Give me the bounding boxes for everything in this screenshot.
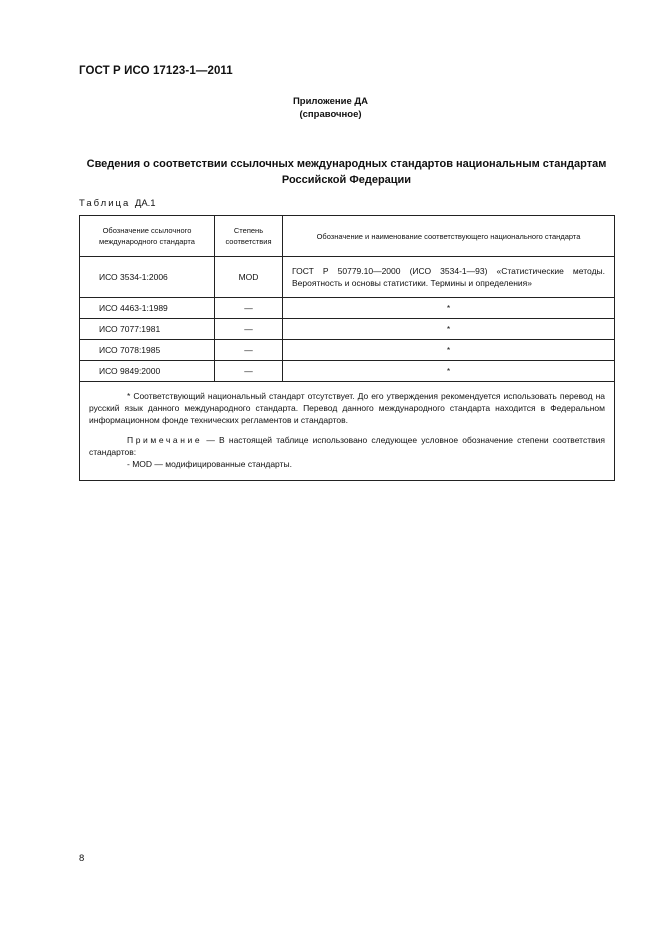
cell-national: * bbox=[283, 319, 615, 340]
cell-reference: ИСО 7077:1981 bbox=[80, 319, 215, 340]
section-heading-line-2: Российской Федерации bbox=[281, 174, 412, 186]
table-notes-row bbox=[80, 382, 615, 481]
correspondence-table bbox=[79, 215, 615, 481]
cell-degree: — bbox=[215, 319, 283, 340]
column-header-degree: Степень соответствия bbox=[215, 216, 283, 257]
cell-degree: — bbox=[215, 340, 283, 361]
table-caption bbox=[79, 198, 156, 209]
column-header-national: Обозначение и наименование соответствующего национального стандарта bbox=[283, 216, 615, 257]
table-caption-number: ДА.1 bbox=[134, 198, 156, 209]
cell-national: * bbox=[283, 298, 615, 319]
section-heading-line-1: Сведения о соответствии ссылочных международных стандартов национальным стандартам bbox=[86, 158, 607, 170]
cell-degree: MOD bbox=[215, 257, 283, 298]
section-heading bbox=[79, 156, 614, 188]
cell-degree: — bbox=[215, 361, 283, 382]
appendix-kind: (справочное) bbox=[299, 109, 362, 120]
cell-reference: ИСО 7078:1985 bbox=[80, 340, 215, 361]
column-header-reference: Обозначение ссылочного международного стандарта bbox=[80, 216, 215, 257]
cell-national: * bbox=[283, 340, 615, 361]
footnote-text: * Соответствующий национальный стандарт отсутствует. До его утверждения рекомендуется использовать перевод на русский язык данного международного стандарта. Перевод данного международного стандарта находится в Федеральном информационном фонде технических регламентов и стандартов. bbox=[89, 391, 605, 425]
table-notes bbox=[80, 382, 615, 481]
cell-reference: ИСО 4463-1:1989 bbox=[80, 298, 215, 319]
cell-degree: — bbox=[215, 298, 283, 319]
cell-national: ГОСТ Р 50779.10—2000 (ИСО 3534-1—93) «Статистические методы. Вероятность и основы статистики. Термины и определения» bbox=[283, 257, 615, 298]
page-number: 8 bbox=[79, 853, 85, 864]
cell-reference: ИСО 3534-1:2006 bbox=[80, 257, 215, 298]
appendix-title: Приложение ДА bbox=[292, 96, 369, 107]
note-text: — В настоящей таблице использовано следующее условное обозначение степени соответствия стандартов: bbox=[89, 435, 605, 457]
table-row bbox=[80, 298, 615, 319]
mod-definition: - MOD — модифицированные стандарты. bbox=[127, 459, 292, 469]
table-row bbox=[80, 361, 615, 382]
table-row bbox=[80, 319, 615, 340]
table-caption-word: Таблица bbox=[79, 198, 131, 209]
document-code: ГОСТ Р ИСО 17123-1—2011 bbox=[79, 65, 233, 77]
note-paragraph bbox=[89, 434, 605, 458]
cell-national: * bbox=[283, 361, 615, 382]
table-row bbox=[80, 340, 615, 361]
table-row bbox=[80, 257, 615, 298]
note-label: Примечание bbox=[127, 435, 203, 445]
cell-reference: ИСО 9849:2000 bbox=[80, 361, 215, 382]
